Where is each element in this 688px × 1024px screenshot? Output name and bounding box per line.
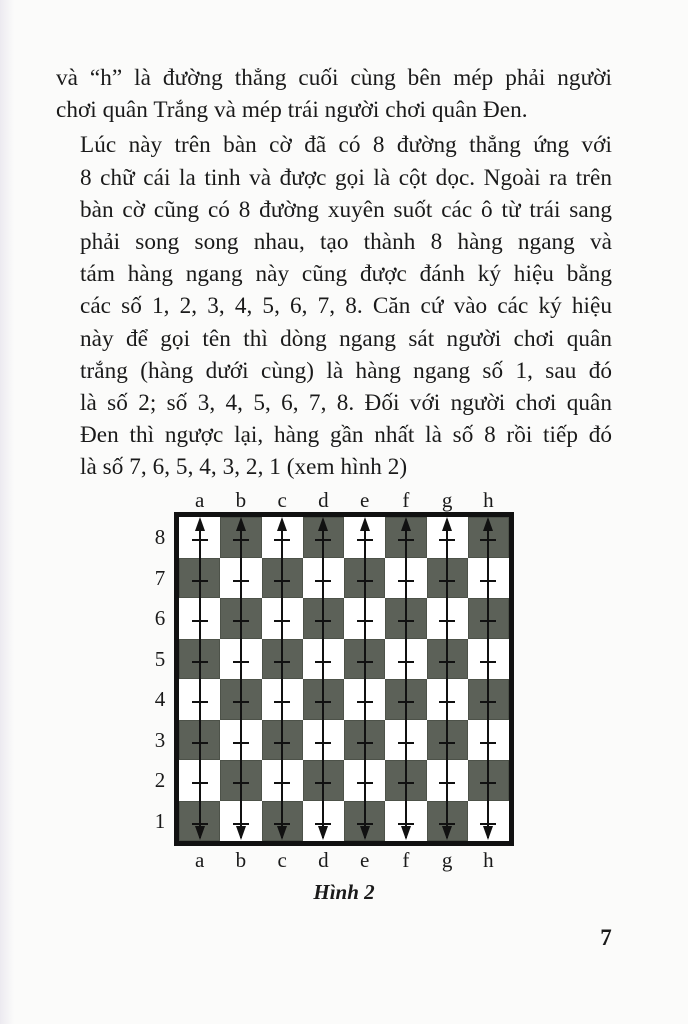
square-f7 xyxy=(385,558,426,599)
square-e8 xyxy=(344,517,385,558)
square-d7 xyxy=(303,558,344,599)
square-d1 xyxy=(303,801,344,842)
tick-mark xyxy=(315,539,331,541)
tick-mark xyxy=(398,742,414,744)
tick-mark xyxy=(357,782,373,784)
square-b2 xyxy=(220,760,261,801)
square-e5 xyxy=(344,639,385,680)
square-h7 xyxy=(468,558,509,599)
tick-mark xyxy=(398,823,414,825)
tick-mark xyxy=(192,742,208,744)
file-label-bottom: c xyxy=(277,848,287,872)
rank-label: 7 xyxy=(154,565,166,590)
tick-mark xyxy=(480,539,496,541)
tick-mark xyxy=(315,661,331,663)
square-g3 xyxy=(427,720,468,761)
tick-mark xyxy=(439,620,455,622)
tick-mark xyxy=(480,823,496,825)
file-label-top: g xyxy=(441,488,453,512)
tick-mark xyxy=(357,539,373,541)
tick-mark xyxy=(274,620,290,622)
tick-mark xyxy=(357,580,373,582)
tick-mark xyxy=(439,661,455,663)
text-line: phải song song nhau, tạo thành 8 hàng ngang và xyxy=(80,229,612,256)
square-f1 xyxy=(385,801,426,842)
square-c6 xyxy=(262,598,303,639)
square-b4 xyxy=(220,679,261,720)
square-f4 xyxy=(385,679,426,720)
square-a7 xyxy=(179,558,220,599)
square-d3 xyxy=(303,720,344,761)
tick-mark xyxy=(357,823,373,825)
square-c3 xyxy=(262,720,303,761)
tick-mark xyxy=(480,701,496,703)
tick-mark xyxy=(439,539,455,541)
tick-mark xyxy=(357,742,373,744)
tick-mark xyxy=(398,620,414,622)
text-line: chơi quân Trắng và mép trái người chơi quân Đen. xyxy=(56,97,528,124)
tick-mark xyxy=(398,661,414,663)
square-a8 xyxy=(179,517,220,558)
square-d4 xyxy=(303,679,344,720)
square-h4 xyxy=(468,679,509,720)
tick-mark xyxy=(274,823,290,825)
tick-mark xyxy=(233,661,249,663)
tick-mark xyxy=(274,742,290,744)
file-label-top: b xyxy=(235,488,247,512)
square-f5 xyxy=(385,639,426,680)
tick-mark xyxy=(480,742,496,744)
page-number: 7 xyxy=(600,925,612,950)
square-e4 xyxy=(344,679,385,720)
text-line: và “h” là đường thẳng cuối cùng bên mép phải người xyxy=(56,65,612,91)
square-b8 xyxy=(220,517,261,558)
text-line: là số 7, 6, 5, 4, 3, 2, 1 (xem hình 2) xyxy=(80,454,408,481)
text-line: tám hàng ngang này cũng được đánh ký hiệu bằng xyxy=(80,261,612,288)
square-c1 xyxy=(262,801,303,842)
tick-mark xyxy=(315,782,331,784)
tick-mark xyxy=(233,782,249,784)
text-line: các số 1, 2, 3, 4, 5, 6, 7, 8. Căn cứ vào các ký hiệu xyxy=(80,293,612,320)
square-a6 xyxy=(179,598,220,639)
tick-mark xyxy=(192,580,208,582)
tick-mark xyxy=(274,701,290,703)
square-e2 xyxy=(344,760,385,801)
square-a5 xyxy=(179,639,220,680)
chessboard xyxy=(174,512,514,846)
tick-mark xyxy=(315,620,331,622)
square-g2 xyxy=(427,760,468,801)
square-d2 xyxy=(303,760,344,801)
tick-mark xyxy=(192,620,208,622)
tick-mark xyxy=(315,742,331,744)
file-label-bottom: f xyxy=(402,848,410,872)
square-h1 xyxy=(468,801,509,842)
tick-mark xyxy=(480,580,496,582)
square-c7 xyxy=(262,558,303,599)
tick-mark xyxy=(357,701,373,703)
text-line: Lúc này trên bàn cờ đã có 8 đường thẳng ứng với xyxy=(80,132,612,159)
square-h2 xyxy=(468,760,509,801)
tick-mark xyxy=(274,782,290,784)
tick-mark xyxy=(192,701,208,703)
file-label-bottom: h xyxy=(483,848,494,872)
square-e1 xyxy=(344,801,385,842)
square-b6 xyxy=(220,598,261,639)
file-label-bottom: g xyxy=(441,848,453,872)
tick-mark xyxy=(357,620,373,622)
square-g6 xyxy=(427,598,468,639)
body-text xyxy=(56,62,612,484)
square-f6 xyxy=(385,598,426,639)
tick-mark xyxy=(192,782,208,784)
rank-label: 4 xyxy=(154,687,166,712)
square-g8 xyxy=(427,517,468,558)
file-label-top: a xyxy=(194,488,205,512)
tick-mark xyxy=(480,620,496,622)
file-label-top: e xyxy=(359,488,370,512)
tick-mark xyxy=(398,701,414,703)
square-e6 xyxy=(344,598,385,639)
square-g4 xyxy=(427,679,468,720)
square-g7 xyxy=(427,558,468,599)
square-h8 xyxy=(468,517,509,558)
square-c5 xyxy=(262,639,303,680)
square-f3 xyxy=(385,720,426,761)
tick-mark xyxy=(274,539,290,541)
tick-mark xyxy=(439,823,455,825)
square-f2 xyxy=(385,760,426,801)
tick-mark xyxy=(439,580,455,582)
square-a3 xyxy=(179,720,220,761)
tick-mark xyxy=(233,539,249,541)
tick-mark xyxy=(192,823,208,825)
rank-label: 2 xyxy=(154,768,166,793)
square-a2 xyxy=(179,760,220,801)
tick-mark xyxy=(439,782,455,784)
rank-label: 1 xyxy=(154,808,166,833)
square-b5 xyxy=(220,639,261,680)
file-label-top: c xyxy=(277,488,287,512)
file-label-bottom: a xyxy=(194,848,205,872)
tick-mark xyxy=(192,661,208,663)
tick-mark xyxy=(439,742,455,744)
rank-label: 3 xyxy=(154,727,166,752)
square-c2 xyxy=(262,760,303,801)
tick-mark xyxy=(315,701,331,703)
tick-mark xyxy=(315,823,331,825)
text-line: 8 chữ cái la tinh và được gọi là cột dọc. Ngoài ra trên xyxy=(80,164,612,191)
tick-mark xyxy=(274,661,290,663)
tick-mark xyxy=(233,823,249,825)
tick-mark xyxy=(233,742,249,744)
square-d8 xyxy=(303,517,344,558)
tick-mark xyxy=(398,539,414,541)
square-c8 xyxy=(262,517,303,558)
square-a1 xyxy=(179,801,220,842)
tick-mark xyxy=(233,620,249,622)
file-label-top: f xyxy=(402,488,410,512)
square-e7 xyxy=(344,558,385,599)
square-f8 xyxy=(385,517,426,558)
tick-mark xyxy=(233,701,249,703)
text-line: là số 2; số 3, 4, 5, 6, 7, 8. Đối với người chơi quân xyxy=(80,390,612,417)
text-line: bàn cờ cũng có 8 đường xuyên suốt các ô từ trái sang xyxy=(80,196,612,223)
tick-mark xyxy=(398,782,414,784)
square-d5 xyxy=(303,639,344,680)
square-g1 xyxy=(427,801,468,842)
paragraph xyxy=(56,62,612,126)
text-line: này để gọi tên thì dòng ngang sát người chơi quân xyxy=(80,325,612,352)
square-d6 xyxy=(303,598,344,639)
tick-mark xyxy=(192,539,208,541)
square-b3 xyxy=(220,720,261,761)
square-c4 xyxy=(262,679,303,720)
tick-mark xyxy=(480,782,496,784)
page-edge-shadow xyxy=(0,0,14,1024)
file-label-bottom: b xyxy=(235,848,247,872)
text-line: trắng (hàng dưới cùng) là hàng ngang số 1, sau đó xyxy=(80,357,612,384)
figure-caption: Hình 2 xyxy=(313,880,375,904)
square-a4 xyxy=(179,679,220,720)
text-line: Đen thì ngược lại, hàng gần nhất là số 8 rồi tiếp đó xyxy=(80,422,612,449)
tick-mark xyxy=(233,580,249,582)
file-label-bottom: e xyxy=(359,848,370,872)
tick-mark xyxy=(480,661,496,663)
file-label-top: d xyxy=(318,488,329,512)
square-h3 xyxy=(468,720,509,761)
rank-label: 5 xyxy=(154,646,166,671)
square-h5 xyxy=(468,639,509,680)
tick-mark xyxy=(274,580,290,582)
tick-mark xyxy=(398,580,414,582)
square-b7 xyxy=(220,558,261,599)
square-b1 xyxy=(220,801,261,842)
tick-mark xyxy=(315,580,331,582)
file-label-bottom: d xyxy=(318,848,329,872)
square-e3 xyxy=(344,720,385,761)
tick-mark xyxy=(439,701,455,703)
paragraph xyxy=(56,129,612,483)
tick-mark xyxy=(357,661,373,663)
rank-label: 8 xyxy=(154,525,166,550)
rank-label: 6 xyxy=(154,606,166,631)
square-h6 xyxy=(468,598,509,639)
file-label-top: h xyxy=(483,488,494,512)
square-g5 xyxy=(427,639,468,680)
